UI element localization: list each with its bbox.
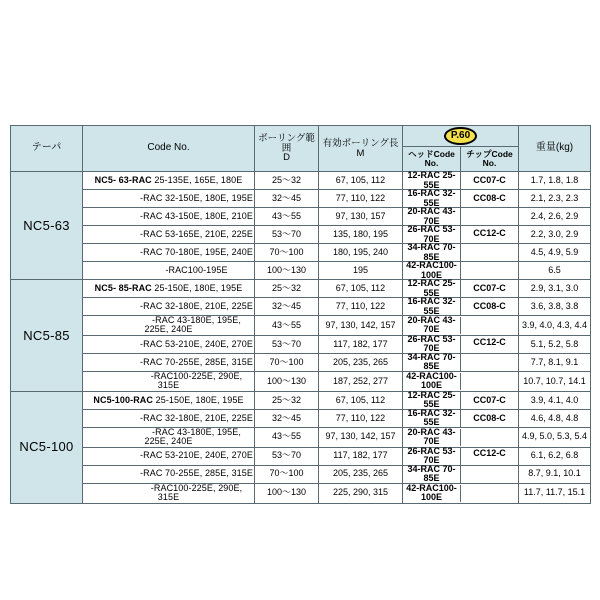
chip-code-cell: CC08-C xyxy=(473,412,506,423)
effective-length-cell: 117, 182, 177 xyxy=(319,335,403,353)
code-no-suffix: -RAC 43-150E, 180E, 210E xyxy=(140,210,253,221)
head-code-cell: 20-RAC 43- 70E xyxy=(403,317,461,334)
weight-cell: 3.9, 4.1, 4.0 xyxy=(519,391,591,409)
boring-range-cell: 32〜45 xyxy=(255,298,319,316)
header-code-group xyxy=(403,126,519,172)
code-pair-cell xyxy=(403,262,519,280)
code-no-suffix: -RAC 43-180E, 195E, 225E, 240E xyxy=(144,426,241,447)
code-no-suffix: 25-135E, 165E, 180E xyxy=(151,174,243,185)
effective-length-cell: 135, 180, 195 xyxy=(319,226,403,244)
weight-cell: 10.7, 10.7, 14.1 xyxy=(519,371,591,391)
chip-code-cell: CC08-C xyxy=(473,300,506,311)
head-code-cell: 20-RAC 43- 70E xyxy=(403,208,461,225)
header-boring-range xyxy=(255,126,319,172)
effective-length-cell: 225, 290, 315 xyxy=(319,483,403,503)
weight-cell: 4.6, 4.8, 4.8 xyxy=(519,409,591,427)
code-no-suffix: 25-150E, 180E, 195E xyxy=(153,394,244,405)
code-no-cell xyxy=(83,409,255,427)
weight-cell: 5.1, 5.2, 5.8 xyxy=(519,335,591,353)
boring-range-cell: 43〜55 xyxy=(255,208,319,226)
effective-length-cell: 117, 182, 177 xyxy=(319,447,403,465)
effective-length-cell: 97, 130, 142, 157 xyxy=(319,427,403,447)
table-row xyxy=(11,244,591,262)
effective-length-cell: 77, 110, 122 xyxy=(319,409,403,427)
code-no-prefix: NC5- 63-RAC xyxy=(94,174,152,185)
head-code-cell: 12-RAC 25- 55E xyxy=(403,392,461,409)
header-chip-code: チップCode No. xyxy=(466,149,513,168)
chip-code-cell: CC12-C xyxy=(473,227,506,238)
weight-cell: 2.9, 3.1, 3.0 xyxy=(519,280,591,298)
header-boring-range-line1: ボーリング範囲 xyxy=(258,132,315,154)
page-reference-badge[interactable]: P.60 xyxy=(444,127,477,145)
effective-length-cell: 187, 252, 277 xyxy=(319,371,403,391)
table-row xyxy=(11,409,591,427)
effective-length-cell: 67, 105, 112 xyxy=(319,391,403,409)
code-no-suffix: -RAC 53-210E, 240E, 270E xyxy=(140,450,253,461)
head-code-cell: 34-RAC 70- 85E xyxy=(403,354,461,371)
boring-range-cell: 100〜130 xyxy=(255,371,319,391)
table-row xyxy=(11,262,591,280)
table-row xyxy=(11,465,591,483)
code-no-suffix: -RAC 70-255E, 285E, 315E xyxy=(140,356,253,367)
table-row xyxy=(11,483,591,503)
head-code-cell: 20-RAC 43- 70E xyxy=(403,429,461,446)
taper-cell: NC5-100 xyxy=(11,391,83,503)
head-code-cell: 26-RAC 53- 70E xyxy=(403,448,461,465)
code-no-cell xyxy=(83,447,255,465)
code-pair-cell xyxy=(403,244,519,262)
code-no-cell xyxy=(83,483,255,503)
head-code-cell: 42-RAC100-100E xyxy=(403,262,461,279)
code-no-suffix: -RAC 70-180E, 195E, 240E xyxy=(140,246,253,257)
boring-range-cell: 25〜32 xyxy=(255,280,319,298)
weight-cell: 2.1, 2.3, 2.3 xyxy=(519,190,591,208)
table-header-row xyxy=(11,126,591,172)
taper-cell: NC5-85 xyxy=(11,280,83,392)
table-row xyxy=(11,208,591,226)
effective-length-cell: 67, 105, 112 xyxy=(319,172,403,190)
chip-code-cell xyxy=(461,466,518,483)
code-no-suffix: -RAC 70-255E, 285E, 315E xyxy=(140,468,253,479)
code-no-suffix: -RAC 53-210E, 240E, 270E xyxy=(140,338,253,349)
chip-code-cell xyxy=(461,244,518,261)
table-row xyxy=(11,391,591,409)
code-no-suffix: -RAC 32-180E, 210E, 225E xyxy=(140,412,253,423)
taper-cell: NC5-63 xyxy=(11,172,83,280)
boring-range-cell: 70〜100 xyxy=(255,244,319,262)
code-no-cell xyxy=(83,353,255,371)
chip-code-cell: CC07-C xyxy=(473,174,506,185)
boring-range-cell: 43〜55 xyxy=(255,427,319,447)
code-no-suffix: 25-150E, 180E, 195E xyxy=(151,282,243,293)
code-no-suffix: -RAC 43-180E, 195E, 225E, 240E xyxy=(144,315,241,335)
effective-length-cell: 67, 105, 112 xyxy=(319,280,403,298)
code-no-cell xyxy=(83,371,255,391)
head-code-cell: 34-RAC 70- 85E xyxy=(403,244,461,261)
weight-cell: 11.7, 11.7, 15.1 xyxy=(519,483,591,503)
boring-range-cell: 32〜45 xyxy=(255,409,319,427)
weight-cell: 4.9, 5.0, 5.3, 5.4 xyxy=(519,427,591,447)
header-head-code: ヘッドCode No. xyxy=(408,149,455,168)
weight-cell: 2.4, 2.6, 2.9 xyxy=(519,208,591,226)
code-no-prefix: NC5-100-RAC xyxy=(93,394,154,405)
code-pair-cell xyxy=(403,371,519,391)
effective-length-cell: 97, 130, 157 xyxy=(319,208,403,226)
chip-code-cell: CC12-C xyxy=(473,336,506,347)
specification-table xyxy=(10,125,591,504)
table-row xyxy=(11,316,591,336)
code-pair-cell xyxy=(403,190,519,208)
boring-range-cell: 70〜100 xyxy=(255,465,319,483)
head-code-cell: 26-RAC 53- 70E xyxy=(403,226,461,243)
code-pair-cell xyxy=(403,298,519,316)
boring-range-cell: 53〜70 xyxy=(255,335,319,353)
code-no-cell xyxy=(83,262,255,280)
code-no-cell xyxy=(83,244,255,262)
code-pair-cell xyxy=(403,391,519,409)
header-effective-length-line2: M xyxy=(356,147,365,159)
chip-code-cell xyxy=(461,354,518,371)
effective-length-cell: 195 xyxy=(319,262,403,280)
head-code-cell: 26-RAC 53- 70E xyxy=(403,336,461,353)
table-row xyxy=(11,298,591,316)
code-no-cell xyxy=(83,316,255,336)
table-row xyxy=(11,172,591,190)
header-effective-length-line1: 有効ボーリング長 xyxy=(322,137,399,149)
boring-range-cell: 53〜70 xyxy=(255,226,319,244)
code-pair-cell xyxy=(403,280,519,298)
boring-range-cell: 25〜32 xyxy=(255,391,319,409)
table-row xyxy=(11,280,591,298)
code-no-suffix: -RAC100-225E, 290E, 315E xyxy=(150,482,243,503)
code-no-cell xyxy=(83,427,255,447)
effective-length-cell: 205, 235, 265 xyxy=(319,353,403,371)
weight-cell: 4.5, 4.9, 5.9 xyxy=(519,244,591,262)
boring-range-cell: 53〜70 xyxy=(255,447,319,465)
code-no-suffix: -RAC 53-165E, 210E, 225E xyxy=(140,228,253,239)
code-no-suffix: -RAC100-195E xyxy=(165,264,228,275)
code-no-suffix: -RAC 32-150E, 180E, 195E xyxy=(140,192,253,203)
chip-code-cell xyxy=(461,485,518,502)
table-row xyxy=(11,371,591,391)
weight-cell: 8.7, 9.1, 10.1 xyxy=(519,465,591,483)
head-code-cell: 42-RAC100-100E xyxy=(403,373,461,390)
code-no-cell xyxy=(83,391,255,409)
weight-cell: 6.5 xyxy=(519,262,591,280)
head-code-cell: 34-RAC 70- 85E xyxy=(403,466,461,483)
chip-code-cell: CC12-C xyxy=(473,448,506,459)
code-no-cell xyxy=(83,226,255,244)
chip-code-cell xyxy=(461,262,518,279)
boring-range-cell: 25〜32 xyxy=(255,172,319,190)
head-code-cell: 12-RAC 25- 55E xyxy=(403,172,461,189)
head-code-cell: 42-RAC100-100E xyxy=(403,485,461,502)
code-pair-cell xyxy=(403,172,519,190)
code-no-cell xyxy=(83,172,255,190)
header-boring-range-line2: D xyxy=(283,152,290,164)
code-no-cell xyxy=(83,280,255,298)
weight-cell: 7.7, 8.1, 9.1 xyxy=(519,353,591,371)
header-code-no: Code No. xyxy=(83,126,255,172)
boring-range-cell: 100〜130 xyxy=(255,483,319,503)
code-pair-cell xyxy=(403,353,519,371)
header-effective-length xyxy=(319,126,403,172)
code-no-suffix: -RAC100-225E, 290E, 315E xyxy=(150,370,243,391)
table-row xyxy=(11,353,591,371)
code-pair-cell xyxy=(403,409,519,427)
chip-code-cell: CC07-C xyxy=(473,282,506,293)
header-weight: 重量(kg) xyxy=(519,126,591,172)
code-no-suffix: -RAC 32-180E, 210E, 225E xyxy=(140,300,253,311)
weight-cell: 6.1, 6.2, 6.8 xyxy=(519,447,591,465)
code-no-cell xyxy=(83,465,255,483)
head-code-cell: 16-RAC 32- 55E xyxy=(403,190,461,207)
boring-range-cell: 100〜130 xyxy=(255,262,319,280)
code-no-cell xyxy=(83,335,255,353)
code-no-cell xyxy=(83,298,255,316)
header-taper: テーパ xyxy=(11,126,83,172)
effective-length-cell: 180, 195, 240 xyxy=(319,244,403,262)
table-row xyxy=(11,190,591,208)
weight-cell: 3.9, 4.0, 4.3, 4.4 xyxy=(519,316,591,336)
effective-length-cell: 205, 235, 265 xyxy=(319,465,403,483)
chip-code-cell: CC07-C xyxy=(473,394,506,405)
boring-range-cell: 32〜45 xyxy=(255,190,319,208)
boring-range-cell: 70〜100 xyxy=(255,353,319,371)
effective-length-cell: 97, 130, 142, 157 xyxy=(319,316,403,336)
code-no-cell xyxy=(83,190,255,208)
head-code-cell: 16-RAC 32- 55E xyxy=(403,298,461,315)
weight-cell: 1.7, 1.8, 1.8 xyxy=(519,172,591,190)
head-code-cell: 16-RAC 32- 55E xyxy=(403,410,461,427)
weight-cell: 2.2, 3.0, 2.9 xyxy=(519,226,591,244)
code-no-cell xyxy=(83,208,255,226)
head-code-cell: 12-RAC 25- 55E xyxy=(403,280,461,297)
effective-length-cell: 77, 110, 122 xyxy=(319,190,403,208)
table-row xyxy=(11,427,591,447)
code-pair-cell xyxy=(403,465,519,483)
chip-code-cell: CC08-C xyxy=(473,192,506,203)
weight-cell: 3.6, 3.8, 3.8 xyxy=(519,298,591,316)
boring-range-cell: 43〜55 xyxy=(255,316,319,336)
code-pair-cell xyxy=(403,483,519,503)
table-body xyxy=(11,172,591,504)
chip-code-cell xyxy=(461,373,518,390)
code-no-prefix: NC5- 85-RAC xyxy=(94,282,152,293)
effective-length-cell: 77, 110, 122 xyxy=(319,298,403,316)
